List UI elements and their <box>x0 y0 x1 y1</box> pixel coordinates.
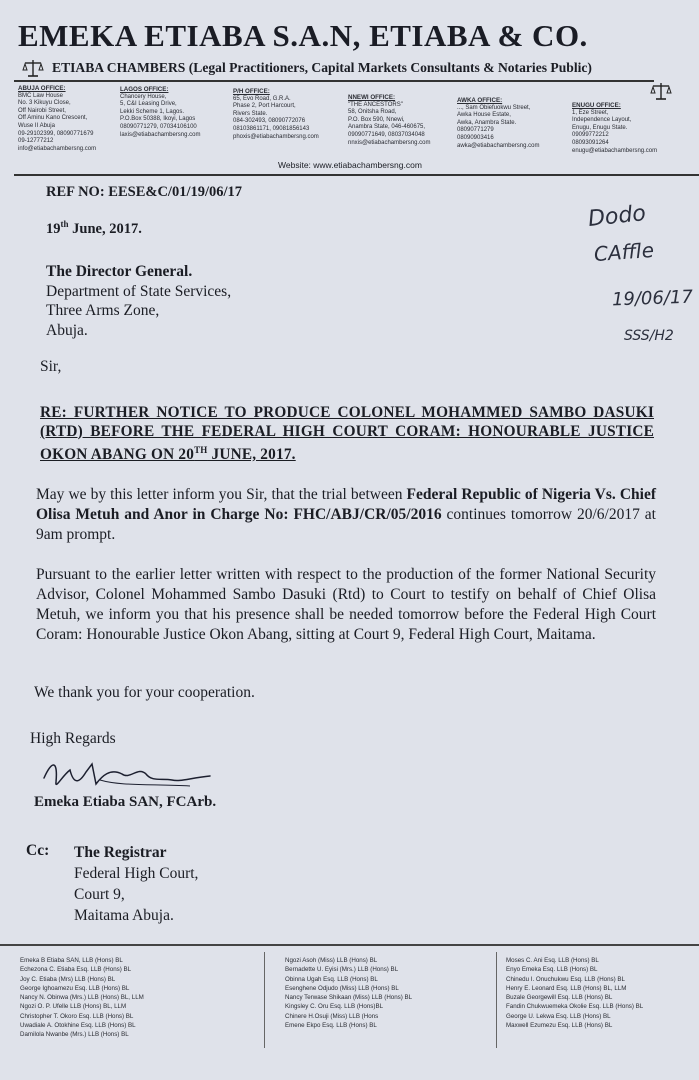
office-line: Awka House Estate, <box>457 112 511 119</box>
office-title: AWKA OFFICE: <box>457 97 503 104</box>
handwritten-note: 19/06/17 <box>611 286 694 311</box>
staff-name: Maxwell Ezumezu Esq. LLB (Hons) BL <box>506 1022 613 1030</box>
para1-text-a: May we by this letter inform you Sir, that the trial between <box>36 486 407 503</box>
office-line: 08093091264 <box>572 139 609 146</box>
cc-address-line: Court 9, <box>74 886 125 903</box>
staff-column-1 <box>20 956 144 1040</box>
office-line: 1, Eze Street, <box>572 109 609 116</box>
office-line: info@etiabachambersng.com <box>18 145 97 152</box>
closing-regards: High Regards <box>30 730 116 747</box>
office-awka <box>457 97 539 150</box>
office-lagos <box>120 86 200 139</box>
office-nnewi <box>348 94 430 147</box>
staff-name: George Ighoamezu Esq. LLB (Hons) BL <box>20 984 130 992</box>
chambers-line: ETIABA CHAMBERS (Legal Practitioners, Capital Markets Consultants & Notaries Public) <box>52 60 592 75</box>
staff-name: Buzale Georgewill Esq. LLB (Hons) BL <box>506 994 613 1002</box>
staff-name: Emeka B Etiaba SAN, LLB (Hons) BL <box>20 957 123 964</box>
office-line: Awka, Anambra State. <box>457 119 517 126</box>
office-title: LAGOS OFFICE: <box>120 86 169 93</box>
cc-address-line: Federal High Court, <box>74 865 199 882</box>
handwritten-note: Dodo <box>586 201 647 232</box>
handwritten-note: SSS/H2 <box>624 328 674 344</box>
office-line: 58, Onitsha Road, <box>348 109 397 116</box>
salutation: Sir, <box>40 358 62 375</box>
staff-name: Emene Ekpo Esq. LLB (Hons) BL <box>285 1022 377 1030</box>
staff-name: Kingsley C. Oru Esq. LLB (Hons)BL <box>285 1003 384 1011</box>
staff-name: Chinedu I. Onuchukwu Esq. LLB (Hons) BL <box>506 975 626 983</box>
scales-of-justice-icon <box>22 57 44 79</box>
staff-name: Ngozi O. P. Ufelle LLB (Hons) BL, LLM <box>20 1003 127 1011</box>
address-line: Department of State Services, <box>46 282 232 300</box>
office-line: BMC Law House <box>18 92 64 99</box>
para1-case-name: Federal Republic of Nigeria Vs. Chief Olisa Metuh and Anor in Charge No: FHC/ABJ/CR/05/2016 <box>36 486 656 523</box>
office-line: phoxis@etiabachambersng.com <box>233 133 319 140</box>
date-suffix: th <box>60 219 69 229</box>
staff-name: Esenghene Odjudo (Miss) LLB (Hons) BL <box>285 984 399 992</box>
cc-recipient <box>74 842 198 926</box>
paragraph-2: Pursuant to the earlier letter written with respect to the production of the former National Security Advisor, Colonel Mohammed Sambo Dasuki (Rtd) to Court to testify on behalf of Chief Olisa Metuh, we inform you that his presence shall be needed tomorrow before the Federal High Court Coram: Honourable Justice Okon Abang, sitting at Court 9, Federal High Court, Maitama. <box>36 566 656 643</box>
subject-end: JUNE, 2017. <box>207 446 296 464</box>
office-line: P.O.Box 50388, Ikoyi, Lagos <box>120 116 196 123</box>
letter-date <box>46 219 142 238</box>
staff-name: Echezona C. Etiaba Esq. LLB (Hons) BL <box>20 966 132 974</box>
office-title: P/H OFFICE: <box>233 88 270 95</box>
office-line: Wuse II Abuja <box>18 122 55 129</box>
staff-name: Enyo Emeka Esq. LLB (Hons) BL <box>506 966 598 974</box>
staff-name: Uwadiale A. Otokhine Esq. LLB (Hons) BL <box>20 1022 136 1030</box>
subject-sup: TH <box>194 445 208 455</box>
office-line: Off Nairobi Street, <box>18 107 66 114</box>
office-title: ENUGU OFFICE: <box>572 102 621 109</box>
office-line: Chancery House, <box>120 93 167 100</box>
office-line: P.O. Box 590, Nnewi, <box>348 116 405 123</box>
date-day: 19 <box>46 220 61 237</box>
office-line: 65, Evo Road, G.R.A. <box>233 95 291 102</box>
office-title: ABUJA OFFICE: <box>18 85 66 92</box>
signer-name: Emeka Etiaba SAN, FCArb. <box>34 794 217 810</box>
staff-name: Nancy Terwase Shikaan (Miss) LLB (Hons) BL <box>285 994 413 1002</box>
staff-name: Joy C. Etiaba (Mrs) LLB (Hons) BL <box>20 975 116 983</box>
subject-line <box>40 404 654 465</box>
office-line: awka@etiabachambersng.com <box>457 142 540 149</box>
office-line: ..., Sam Obiefuokwu Street, <box>457 104 531 111</box>
letterhead-rule <box>14 80 654 82</box>
thanks-line: We thank you for your cooperation. <box>34 684 255 701</box>
office-line: 5, C&I Leasing Drive, <box>120 101 177 108</box>
office-line: Off Aminu Kano Crescent, <box>18 115 88 122</box>
cc-recipient-name: The Registrar <box>74 844 167 861</box>
cc-label: Cc: <box>26 842 50 859</box>
office-ph <box>233 88 319 141</box>
staff-name: Moses C. Ani Esq. LLB (Hons) BL <box>506 957 599 964</box>
office-line: 08090903416 <box>457 134 494 141</box>
staff-name: Obinna Ugah Esq. LLB (Hons) BL <box>285 975 378 983</box>
office-line: Phase 2, Port Harcourt, <box>233 103 296 110</box>
staff-column-3 <box>506 956 643 1030</box>
office-line: Anambra State, 046-460675, <box>348 124 426 131</box>
letterhead-bottom-rule <box>14 174 699 176</box>
website-line: Website: www.etiabachambersng.com <box>278 160 422 170</box>
reference-number: REF NO: EESE&C/01/19/06/17 <box>46 184 243 200</box>
office-line: 09-12777212 <box>18 138 54 145</box>
firm-name: EMEKA ETIABA S.A.N, ETIABA & CO. <box>18 18 588 53</box>
recipient-address <box>46 262 231 340</box>
office-line: 08090771279 <box>457 127 494 134</box>
staff-name: Ngozi Asoh (Miss) LLB (Hons) BL <box>285 957 378 964</box>
office-line: Enugu, Enugu State. <box>572 124 628 131</box>
para1-text-c: continues tomorrow 20/6/2017 at 9am prompt. <box>36 506 656 543</box>
office-line: enugu@etiabachambersng.com <box>572 147 658 154</box>
office-line: 09099772212 <box>572 132 609 139</box>
staff-name: Bernadette U. Eyisi (Mrs.) LLB (Hons) BL <box>285 966 399 974</box>
address-line: Three Arms Zone, <box>46 302 160 320</box>
office-line: nnxis@etiabachambersng.com <box>348 139 431 146</box>
cc-address-line: Maitama Abuja. <box>74 907 174 924</box>
office-line: Lekki Scheme 1, Lagos. <box>120 108 185 115</box>
office-line: 08090771279, 07034106100 <box>120 123 197 130</box>
footer-rule <box>0 944 699 946</box>
handwritten-note: CAffle <box>593 237 655 267</box>
recipient-name: The Director General. <box>46 263 193 280</box>
date-rest: June, 2017. <box>68 220 142 237</box>
subject-main: RE: FURTHER NOTICE TO PRODUCE COLONEL MOHAMMED SAMBO DASUKI (RTD) BEFORE THE FEDERAL HIGH COURT CORAM: HONOURABLE JUSTICE OKON ABANG ON 20 <box>40 404 654 464</box>
office-line: laxis@etiabachambersng.com <box>120 131 201 138</box>
staff-name: Christopher T. Okoro Esq. LLB (Hons) BL <box>20 1012 134 1020</box>
office-line: "THE ANCESTORS" <box>348 101 403 108</box>
staff-name: Fandin Chukwuemeka Okolie Esq. LLB (Hons) BL <box>506 1003 644 1011</box>
office-abuja <box>18 85 96 153</box>
office-title: NNEWI OFFICE: <box>348 94 396 101</box>
staff-name: George U. Lekwa Esq. LLB (Hons) BL <box>506 1012 611 1020</box>
office-line: 09-29102399, 08090771679 <box>18 130 94 137</box>
signature <box>40 756 220 796</box>
staff-name: Henry E. Leonard Esq. LLB (Hons) BL, LLM <box>506 984 627 992</box>
office-line: 09090771649, 08037034048 <box>348 131 425 138</box>
paragraph-1 <box>36 485 656 545</box>
footer-divider <box>264 952 265 1048</box>
address-line: Abuja. <box>46 321 88 339</box>
staff-column-2 <box>285 956 412 1030</box>
office-line: 08103861171, 09081856143 <box>233 125 310 132</box>
staff-name: Nancy N. Obinwa (Mrs.) LLB (Hons) BL, LLM <box>20 994 144 1002</box>
office-enugu <box>572 102 657 155</box>
footer-divider <box>496 952 497 1048</box>
office-line: No. 3 Kikuyu Close, <box>18 100 71 107</box>
staff-name: Chinere H.Osuji (Miss) LLB (Hons <box>285 1012 379 1020</box>
scales-of-justice-icon <box>650 80 672 102</box>
staff-name: Damilola Nwanbe (Mrs.) LLB (Hons) BL <box>20 1031 129 1039</box>
office-line: 084-302493, 08090772076 <box>233 118 306 125</box>
office-line: Independence Layout, <box>572 117 632 124</box>
office-line: Rivers State. <box>233 110 268 117</box>
